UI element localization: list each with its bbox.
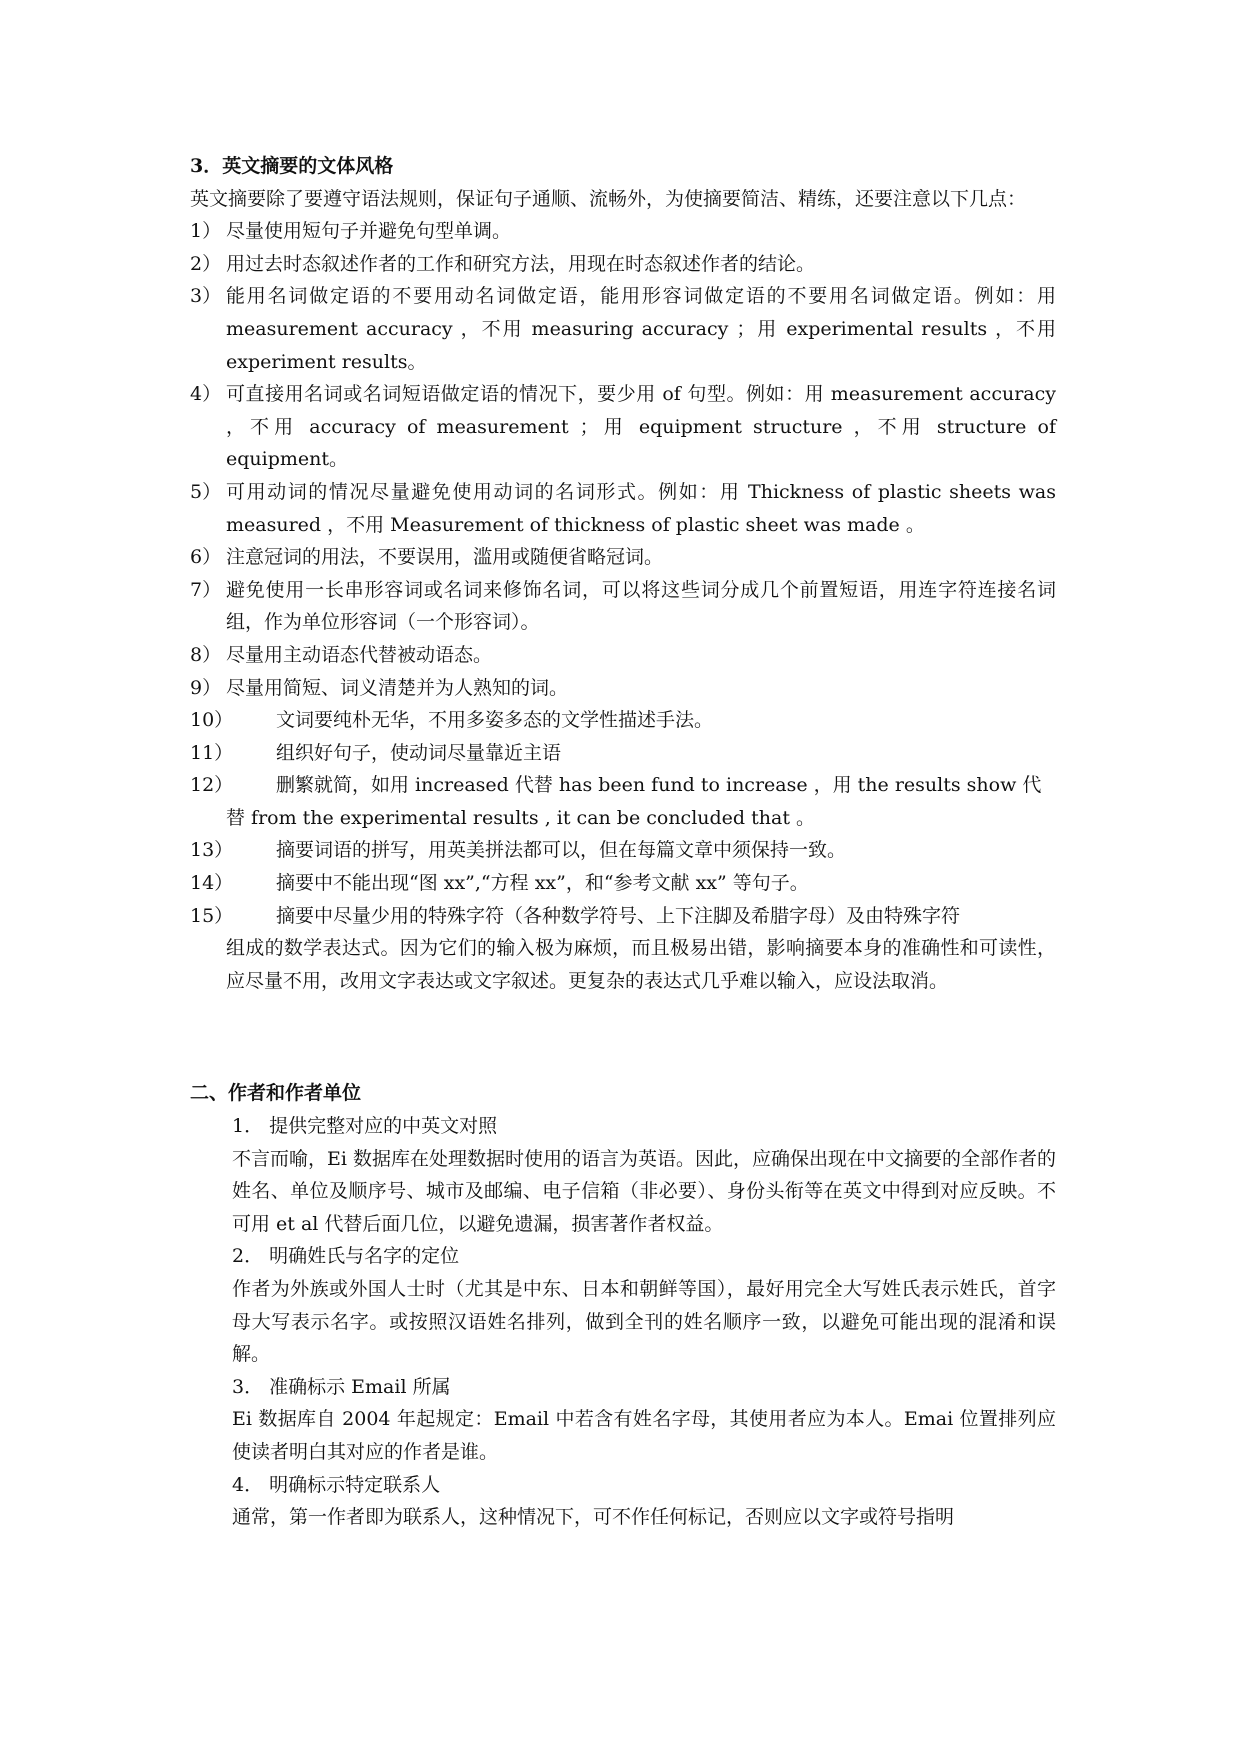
item-text: 删繁就简，如用 increased 代替 has been fund to increase ，用 the results show 代 [276, 774, 1042, 797]
item-number: 9） [190, 676, 222, 699]
list-item [190, 248, 1056, 281]
section-heading: 二、作者和作者单位 [190, 1082, 362, 1105]
list-item [190, 672, 1056, 705]
item-number: 10） [190, 709, 234, 732]
item-number: 7） [190, 578, 222, 601]
item-number: 3） [190, 285, 222, 308]
list-item [190, 639, 1056, 672]
subsection-text: 不言而喻，Ei 数据库在处理数据时使用的语言为英语。因此，应确保出现在中文摘要的全部作者的姓名、单位及顺序号、城市及邮编、电子信箱（非必要）、身份头衔等在英文中得到对应反映。不可用 et al 代替后面几位，以避免遗漏，损害著作者权益。 [232, 1147, 1056, 1235]
item-text: 注意冠词的用法，不要误用，滥用或随便省略冠词。 [226, 546, 664, 569]
section-heading: 3．英文摘要的文体风格 [190, 155, 394, 177]
section-intro: 英文摘要除了要遵守语法规则，保证句子通顺、流畅外，为使摘要简洁、精练，还要注意以下几点： [190, 187, 1027, 210]
item-number: 12） [190, 774, 234, 797]
item-text: 可用动词的情况尽量避免使用动词的名词形式。例如：用 Thickness of plastic sheets was measured ，不用 Measurement of thickness of plastic sheet was made 。 [226, 480, 1056, 536]
list-item [190, 834, 1056, 867]
list-item [190, 900, 1056, 998]
item-number: 13） [190, 839, 234, 862]
subsection-heading: 1． 提供完整对应的中英文对照 [232, 1115, 498, 1138]
item-number: 11） [190, 741, 234, 764]
item-text: 可直接用名词或名词短语做定语的情况下，要少用 of 句型。例如：用 measurement accuracy ，不用 accuracy of measurement ；用 equipment structure ，不用 structure of equipment。 [226, 383, 1056, 471]
list-item [190, 215, 1056, 248]
list-item [190, 378, 1056, 476]
item-text: 摘要中不能出现“图 xx”,“方程 xx”，和“参考文献 xx” 等句子。 [276, 872, 809, 895]
item-number: 6） [190, 546, 222, 569]
item-text: 组织好句子，使动词尽量靠近主语 [276, 741, 562, 764]
item-number: 15） [190, 904, 234, 927]
list-item [190, 280, 1056, 378]
item-number: 14） [190, 872, 234, 895]
item-text-continued: 组成的数学表达式。因为它们的输入极为麻烦，而且极易出错，影响摘要本身的准确性和可读性，应尽量不用，改用文字表达或文字叙述。更复杂的表达式几乎难以输入，应设法取消。 [226, 937, 1056, 992]
list-item [190, 867, 1056, 900]
item-number: 2） [190, 252, 222, 275]
subsection-heading: 2． 明确姓氏与名字的定位 [232, 1245, 460, 1268]
list-item [190, 476, 1056, 541]
item-text: 尽量用主动语态代替被动语态。 [226, 643, 493, 666]
item-number: 1） [190, 220, 222, 243]
item-number: 4） [190, 383, 222, 406]
list-item [190, 704, 1056, 737]
document-content [190, 150, 1056, 1534]
list-item [190, 769, 1056, 834]
item-text: 避免使用一长串形容词或名词来修饰名词，可以将这些词分成几个前置短语，用连字符连接名词组，作为单位形容词（一个形容词）。 [226, 578, 1056, 634]
item-text: 文词要纯朴无华，不用多姿多态的文学性描述手法。 [276, 709, 714, 732]
item-text: 摘要中尽量少用的特殊字符（各种数学符号、上下注脚及希腊字母）及由特殊字符 [276, 904, 961, 927]
author-subsections [190, 1110, 1056, 1534]
list-item [190, 541, 1056, 574]
subsection-heading: 4． 明确标示特定联系人 [232, 1473, 441, 1496]
item-text: 尽量使用短句子并避免句型单调。 [226, 220, 512, 243]
item-number: 8） [190, 643, 222, 666]
item-number: 5） [190, 480, 222, 503]
item-text: 能用名词做定语的不要用动名词做定语，能用形容词做定语的不要用名词做定语。例如：用 measurement accuracy ，不用 measuring accuracy ；用 experimental results ，不用 experiment results。 [226, 285, 1056, 373]
subsection-text: Ei 数据库自 2004 年起规定：Email 中若含有姓名字母，其使用者应为本人。Emai 位置排列应使读者明白其对应的作者是谁。 [232, 1408, 1056, 1463]
list-item [190, 574, 1056, 639]
item-text: 尽量用简短、词义清楚并为人熟知的词。 [226, 676, 569, 699]
item-text: 用过去时态叙述作者的工作和研究方法，用现在时态叙述作者的结论。 [226, 252, 816, 275]
subsection-heading: 3． 准确标示 Email 所属 [232, 1375, 451, 1398]
subsection-text: 通常，第一作者即为联系人，这种情况下，可不作任何标记，否则应以文字或符号指明 [232, 1506, 955, 1529]
subsection-text: 作者为外族或外国人士时（尤其是中东、日本和朝鲜等国），最好用完全大写姓氏表示姓氏，首字母大写表示名字。或按照汉语姓名排列，做到全刊的姓名顺序一致，以避免可能出现的混淆和误解。 [232, 1278, 1056, 1366]
item-text: 摘要词语的拼写，用英美拼法都可以，但在每篇文章中须保持一致。 [276, 839, 847, 862]
style-rules-list [190, 215, 1056, 997]
list-item [190, 737, 1056, 770]
item-text-continued: 替 from the experimental results , it can be concluded that 。 [226, 806, 816, 829]
